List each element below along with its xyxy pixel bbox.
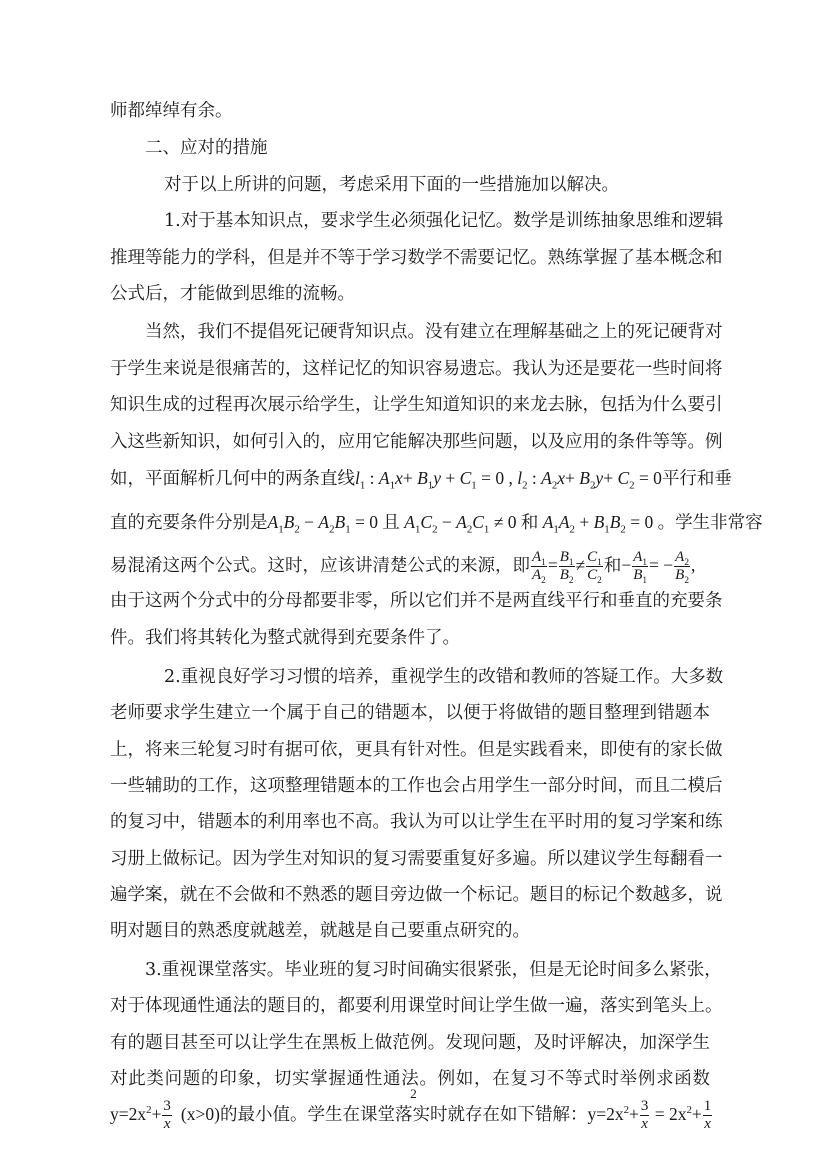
fraction-b1-b2: $\frac{B_1}{B_2}$ [559,549,574,586]
formula-function: $y=2x^2+$ [110,1104,162,1124]
formula-wrong-solution: $y=2x^2+$ [587,1104,639,1124]
formula-parallel-cond: $A_1C_2 - A_2C_1 \ne 0$ [404,512,521,536]
paragraph-line: 的复习中，错题本的利用率也不高。我认为可以让学生在平时用的复习学案和练 [110,812,723,832]
paragraph-line: 习册上做标记。因为学生对知识的复习需要重复好多遍。所以建议学生每翻看一 [110,849,723,869]
paragraph-line: 对于体现通性通法的题目的，都要利用课堂时间让学生做一遍，落实到笔头上。 [110,996,723,1016]
text-run: 且 [382,513,400,533]
paragraph-line: 有的题目甚至可以让学生在黑板上做范例。发现问题，及时评解决，加深学生 [110,1033,710,1053]
paragraph-line: 3.重视课堂落实。毕业班的复习时间确实很紧张，但是无论时间多么紧张， [145,960,722,980]
paragraph-line: 入这些新知识，如何引入的，应用它能解决那些问题，以及应用的条件等等。例 [110,432,723,452]
fraction-c1-c2: $\frac{C_1}{C_2}$ [587,549,602,586]
paragraph-line-with-formula [110,511,763,536]
paragraph-line: 老师要求学生建立一个属于自己的错题本，以便于将做错的题目整理到错题本 [110,703,710,723]
text-run: 和 [603,556,622,576]
paragraph-line-with-formula: $y=2x^2+$ $\frac{3}{x}$ (x>0)的最小值。学生在课堂落实时就存在如下错解：$y=2x^2+$ $\frac{3}{x}$ = $2x^2+$ $\frac{1}{x}$ [110,1098,712,1132]
paragraph-line-with-formula [110,467,732,492]
paragraph-line: 2.重视良好学习习惯的培养，重视学生的改错和教师的答疑工作。大多数 [164,667,724,687]
text-run: 平行和垂 [661,469,732,489]
fraction-1-x: $\frac{1}{x}$ [703,1098,712,1132]
paragraph-line: 于学生来说是很痛苦的，这样记忆的知识容易遗忘。我认为还是要花一些时间将 [110,359,723,379]
paragraph-line: 遍学案，就在不会做和不熟悉的题目旁边做一个标记。题目的标记个数越多，说 [110,885,723,905]
text-run: 直的充要条件分别是 [110,513,268,533]
text-run: 和 [520,513,539,533]
paragraph-line: 当然，我们不提倡死记硬背知识点。没有建立在理解基础之上的死记硬背对 [145,322,723,342]
fraction-a1-b1: $\frac{A_1}{B_1}$ [633,549,648,586]
formula-perpendicular: $A_1A_2 + B_1B_2 = 0$ [542,512,658,536]
paragraph-line: 对此类问题的印象，切实掌握通性通法。例如，在复习不等式时举例求函数 [110,1069,710,1089]
paragraph-line-with-formula: 易混淆这两个公式。这时，应该讲清楚公式的来源，即 $\frac{A_1}{A_2}$ = $\frac{B_1}{B_2}$ ≠ $\frac{C_1}{C_2}$ 和− $\frac{A_1}{B_1}$ = − $\frac{A_2}{B_2}$ , [110,549,696,586]
section-heading: 二、应对的措施 [145,138,268,158]
formula-line-l1: $l_1$ : $A_1x+ B_1y + C_1 = 0$ , $l_2$ : $A_2x+ B_2y+ C_2 = 0$ [355,468,662,492]
paragraph-line: 一些辅助的工作，这项整理错题本的工作也会占用学生一部分时间，而且二模后 [110,776,723,796]
fraction-a1-a2: $\frac{A_1}{A_2}$ [532,549,546,586]
fraction-3-x: $\frac{3}{x}$ [640,1098,649,1132]
text-run: 。学生非常容 [657,513,763,533]
formula-parallel: $A_1B_2 - A_2B_1 = 0$ [267,512,383,536]
paragraph-line: 明对题目的熟悉度就越差，就越是自己要重点研究的。 [110,921,530,941]
text-run: 易混淆这两个公式。这时，应该讲清楚公式的来源，即 [110,556,530,576]
page-number: 2 [410,1086,417,1101]
fraction-3-x: $\frac{3}{x}$ [163,1098,171,1132]
paragraph-line: 对于以上所讲的问题，考虑采用下面的一些措施加以解决。 [164,175,619,195]
fraction-a2-b2: $\frac{A_2}{B_2}$ [675,549,689,586]
paragraph-line: 推理等能力的学科，但是并不等于学习数学不需要记忆。熟练掌握了基本概念和 [110,248,723,268]
domain-condition: (x>0) [180,1104,220,1124]
paragraph-line: 由于这两个分式中的分母都要非零，所以它们并不是两直线平行和垂直的充要条 [110,591,723,611]
text-run: 的最小值。学生在课堂落实时就存在如下错解： [219,1105,588,1125]
paragraph-line: 公式后，才能做到思维的流畅。 [110,284,355,304]
paragraph-line: 上，将来三轮复习时有据可依，更具有针对性。但是实践看来，即使有的家长做 [110,740,723,760]
text-run: 如，平面解析几何中的两条直线 [110,469,355,489]
paragraph-line: 件。我们将其转化为整式就得到充要条件了。 [110,628,460,648]
paragraph-line: 1.对于基本知识点，要求学生必须强化记忆。数学是训练抽象思维和逻辑 [164,211,724,231]
paragraph-line: 师都绰绰有余。 [110,101,233,121]
paragraph-line: 知识生成的过程再次展示给学生，让学生知道知识的来龙去脉，包括为什么要引 [110,395,723,415]
